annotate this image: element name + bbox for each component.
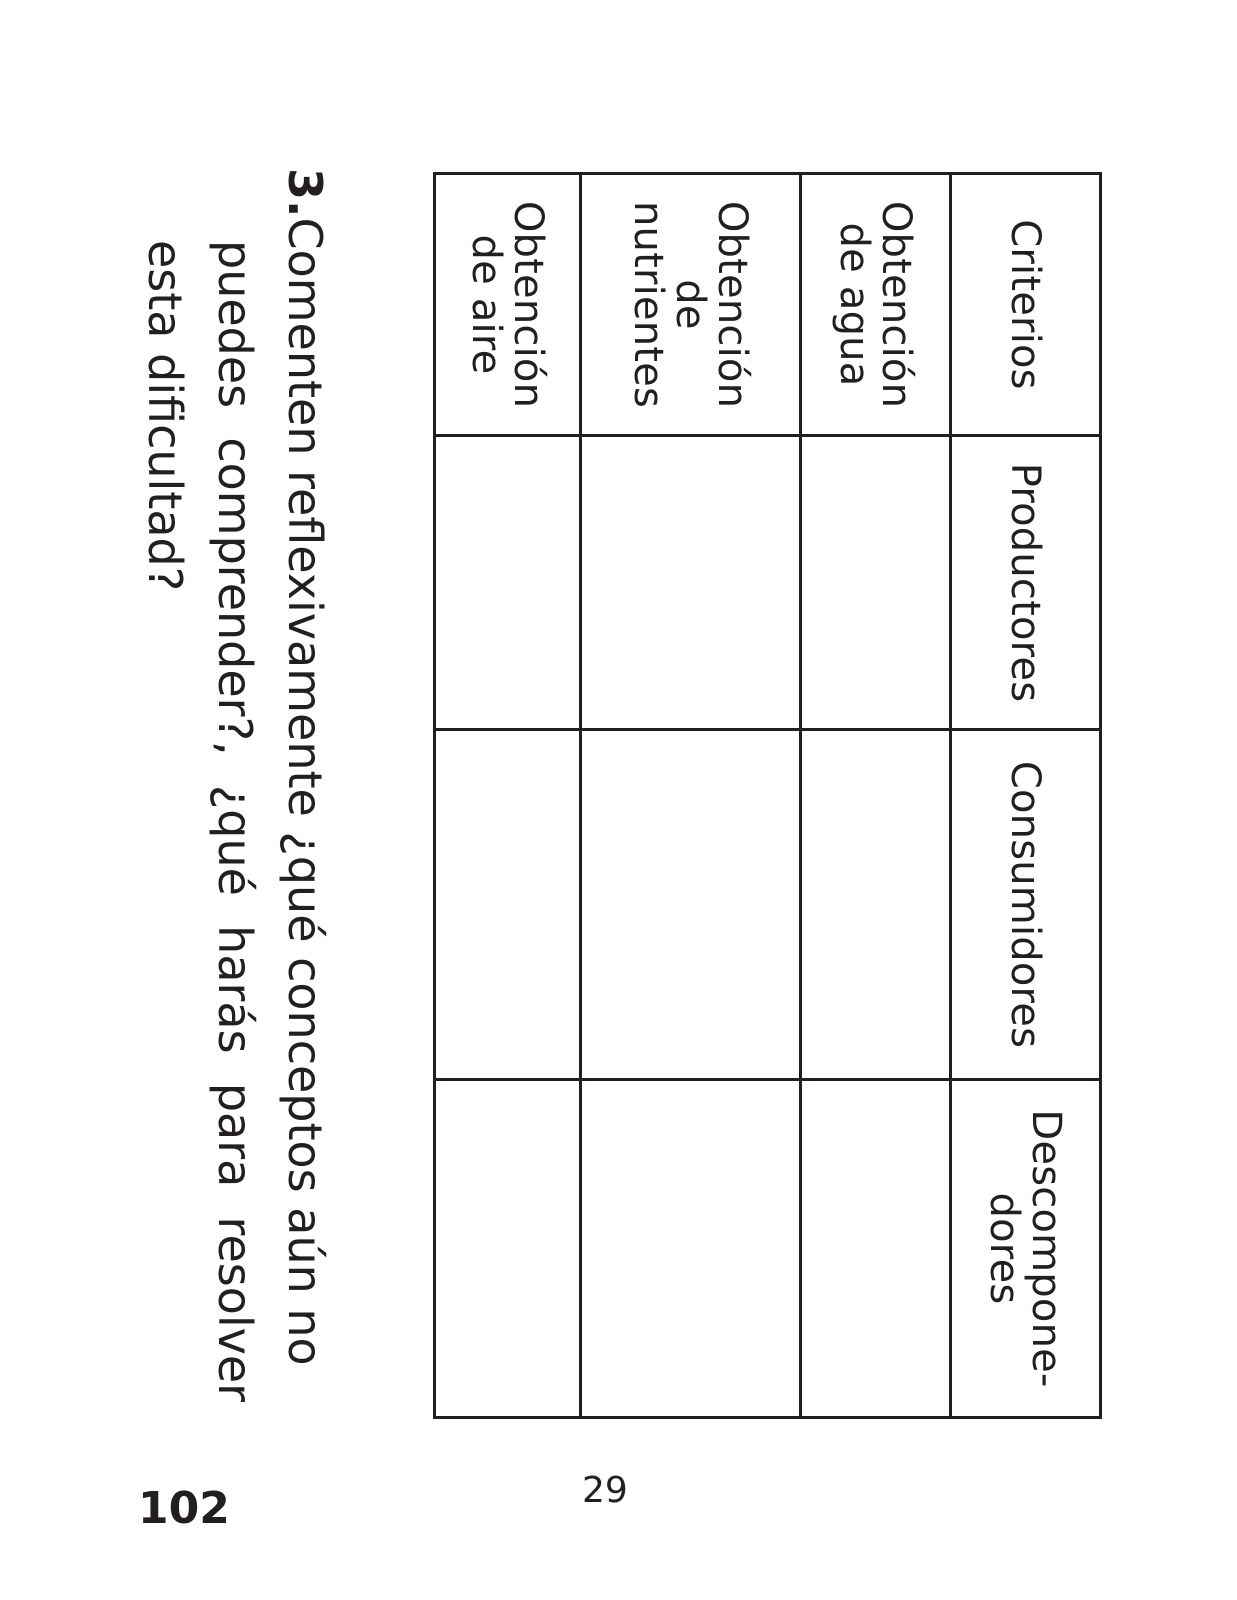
page-number-center: 29: [582, 1470, 628, 1511]
table-row: [801, 174, 951, 1418]
question-number: 3.: [278, 168, 332, 218]
criteria-table: [433, 172, 1102, 1419]
header-descomponedores: Descompone- dores: [951, 1080, 1101, 1418]
criteria-table-container: [436, 172, 1102, 1416]
cell-aire-productores[interactable]: [435, 436, 581, 730]
table-row: [581, 174, 801, 1418]
row-label-aire: Obtención de aire: [435, 174, 581, 436]
row-label-nutrientes: Obtención de nutrientes: [581, 174, 801, 436]
cell-aire-descomponedores[interactable]: [435, 1080, 581, 1418]
question-line-3: esta dificultad?: [138, 240, 192, 592]
cell-nutrientes-descomponedores[interactable]: [581, 1080, 801, 1418]
row-label-agua: Obtención de agua: [801, 174, 951, 436]
question-text-1: Comenten reflexivamente ¿qué conceptos aún no: [278, 217, 332, 1366]
cell-agua-productores[interactable]: [801, 436, 951, 730]
page-number-corner: 102: [138, 1483, 230, 1534]
cell-aire-consumidores[interactable]: [435, 730, 581, 1080]
header-productores: Productores: [951, 436, 1101, 730]
header-criterios: Criterios: [951, 174, 1101, 436]
table-header-row: [951, 174, 1101, 1418]
header-consumidores: Consumidores: [951, 730, 1101, 1080]
question-line-2: puedes comprender?, ¿qué harás para resolver: [208, 240, 262, 1403]
cell-nutrientes-productores[interactable]: [581, 436, 801, 730]
table-row: [435, 174, 581, 1418]
reflection-question: [140, 168, 340, 1468]
cell-nutrientes-consumidores[interactable]: [581, 730, 801, 1080]
cell-agua-descomponedores[interactable]: [801, 1080, 951, 1418]
question-line-1: [270, 168, 340, 1468]
cell-agua-consumidores[interactable]: [801, 730, 951, 1080]
